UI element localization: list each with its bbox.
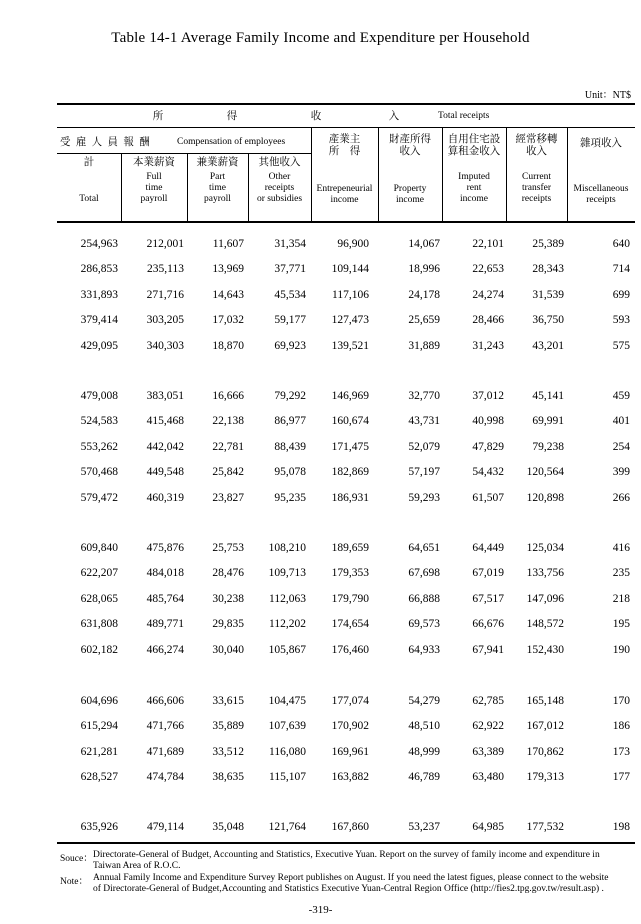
table-cell: 40,998 xyxy=(472,415,504,428)
table-cell: 271,716 xyxy=(146,288,184,301)
table-cell: 442,042 xyxy=(146,440,184,453)
column-header-zh: 雜項收入 xyxy=(580,137,622,149)
table-cell: 570,468 xyxy=(80,466,118,479)
table-cell: 167,012 xyxy=(526,720,564,733)
table-cell: 28,466 xyxy=(472,314,504,327)
table-bottom-rule xyxy=(57,842,635,844)
column-header-en: Other receipts or subsidies xyxy=(256,172,303,204)
table-cell: 489,771 xyxy=(146,618,184,631)
table-cell: 64,449 xyxy=(472,542,504,554)
header-rule-1 xyxy=(57,127,635,128)
table-cell: 466,274 xyxy=(146,643,184,656)
table-cell: 628,527 xyxy=(80,771,118,784)
table-cell: 31,889 xyxy=(408,339,440,352)
source-text: Directorate-General of Budget, Accounting and Statistics, Executive Yuan. Report on the survey of family income and expenditure in Taiwan Area of R.O.C. xyxy=(93,850,600,872)
table-cell: 22,101 xyxy=(472,238,504,250)
column-header-en: Imputed rent income xyxy=(458,172,490,204)
table-cell: 176,460 xyxy=(331,643,369,656)
table-cell: 170,902 xyxy=(331,720,369,733)
table-cell: 449,548 xyxy=(146,466,184,479)
table-cell: 524,583 xyxy=(80,415,118,428)
table-cell: 23,827 xyxy=(212,491,244,504)
table-cell: 63,389 xyxy=(472,745,504,758)
table-cell: 117,106 xyxy=(332,288,369,301)
table-cell: 57,197 xyxy=(408,466,440,479)
table-cell: 179,353 xyxy=(331,567,369,580)
table-cell: 177 xyxy=(612,771,630,784)
table-cell: 35,048 xyxy=(212,821,244,833)
table-cell: 45,141 xyxy=(532,390,564,402)
table-cell: 43,731 xyxy=(408,415,440,428)
table-cell: 604,696 xyxy=(80,695,118,707)
table-cell: 471,766 xyxy=(146,720,184,733)
table-cell: 331,893 xyxy=(80,288,118,301)
table-cell: 88,439 xyxy=(274,440,306,453)
column-header-zh: 經常移轉 收入 xyxy=(515,133,558,158)
table-cell: 59,177 xyxy=(274,314,306,327)
table-cell: 95,078 xyxy=(274,466,306,479)
table-cell: 198 xyxy=(612,821,630,833)
table-cell: 22,781 xyxy=(212,440,244,453)
table-cell: 340,303 xyxy=(146,339,184,352)
table-cell: 466,606 xyxy=(146,695,184,707)
table-cell: 31,243 xyxy=(472,339,504,352)
note-text: Annual Family Income and Expenditure Survey Report publishes on August. If you need the latest figues, please connect to the website of Directorate-General of Budget,Accounting and Statistics Executive Yuan-Central Region Office (http://fies2.tpg.gov.tw/result.asp) . xyxy=(93,873,609,895)
table-cell: 115,107 xyxy=(269,771,306,784)
unit-label: Unit：NT$ xyxy=(584,90,631,101)
table-cell: 186 xyxy=(612,720,630,733)
table-cell: 179,790 xyxy=(331,592,369,605)
table-cell: 139,521 xyxy=(331,339,369,352)
table-cell: 148,572 xyxy=(526,618,564,631)
table-cell: 218 xyxy=(612,592,630,605)
table-cell: 45,534 xyxy=(274,288,306,301)
table-cell: 615,294 xyxy=(80,720,118,733)
table-cell: 38,635 xyxy=(212,771,244,784)
table-cell: 609,840 xyxy=(80,542,118,554)
table-cell: 147,096 xyxy=(526,592,564,605)
table-cell: 112,202 xyxy=(269,618,306,631)
table-cell: 622,207 xyxy=(80,567,118,580)
table-cell: 54,432 xyxy=(472,466,504,479)
table-cell: 120,564 xyxy=(526,466,564,479)
table-cell: 24,178 xyxy=(408,288,440,301)
table-cell: 69,923 xyxy=(274,339,306,352)
table-cell: 61,507 xyxy=(472,491,504,504)
table-cell: 11,607 xyxy=(212,238,244,250)
table-cell: 64,933 xyxy=(408,643,440,656)
table-cell: 303,205 xyxy=(146,314,184,327)
table-cell: 109,713 xyxy=(268,567,306,580)
table-cell: 69,573 xyxy=(408,618,440,631)
column-header-en: Total xyxy=(79,194,99,204)
table-cell: 631,808 xyxy=(80,618,118,631)
table-cell: 31,539 xyxy=(532,288,564,301)
table-cell: 190 xyxy=(612,643,630,656)
table-cell: 133,756 xyxy=(526,567,564,580)
table-cell: 621,281 xyxy=(80,745,118,758)
table-title: Table 14-1 Average Family Income and Expenditure per Household xyxy=(111,30,530,46)
table-cell: 475,876 xyxy=(146,542,184,554)
table-cell: 120,898 xyxy=(526,491,564,504)
table-cell: 17,032 xyxy=(212,314,244,327)
table-cell: 471,689 xyxy=(146,745,184,758)
table-cell: 182,869 xyxy=(331,466,369,479)
table-cell: 189,659 xyxy=(331,542,369,554)
table-cell: 59,293 xyxy=(408,491,440,504)
table-cell: 67,019 xyxy=(472,567,504,580)
table-cell: 25,842 xyxy=(212,466,244,479)
table-cell: 575 xyxy=(612,339,630,352)
table-cell: 79,238 xyxy=(532,440,564,453)
column-header-zh: 本業薪資 xyxy=(133,156,175,168)
table-cell: 104,475 xyxy=(268,695,306,707)
table-cell: 602,182 xyxy=(80,643,118,656)
table-cell: 95,235 xyxy=(274,491,306,504)
table-cell: 163,882 xyxy=(331,771,369,784)
table-cell: 62,785 xyxy=(472,695,504,707)
table-cell: 474,784 xyxy=(146,771,184,784)
table-cell: 13,969 xyxy=(212,263,244,276)
table-cell: 179,313 xyxy=(526,771,564,784)
table-cell: 212,001 xyxy=(146,238,184,250)
table-cell: 254,963 xyxy=(80,238,118,250)
table-cell: 266 xyxy=(612,491,630,504)
table-cell: 25,659 xyxy=(408,314,440,327)
table-cell: 16,666 xyxy=(212,390,244,402)
table-cell: 146,969 xyxy=(331,390,369,402)
table-cell: 29,835 xyxy=(212,618,244,631)
table-cell: 62,922 xyxy=(472,720,504,733)
table-cell: 173 xyxy=(612,745,630,758)
table-cell: 48,999 xyxy=(408,745,440,758)
column-header-zh: 產業主 所 得 xyxy=(328,133,361,158)
table-cell: 235 xyxy=(612,567,630,580)
table-cell: 31,354 xyxy=(274,238,306,250)
table-cell: 177,532 xyxy=(526,821,564,833)
column-header-en: Property income xyxy=(393,184,427,205)
table-cell: 54,279 xyxy=(408,695,440,707)
column-header-zh: 兼業薪資 xyxy=(196,156,239,168)
table-cell: 152,430 xyxy=(526,643,564,656)
table-cell: 64,985 xyxy=(472,821,504,833)
table-cell: 66,888 xyxy=(408,592,440,605)
table-cell: 429,095 xyxy=(80,339,118,352)
table-cell: 67,517 xyxy=(472,592,504,605)
table-cell: 105,867 xyxy=(268,643,306,656)
table-cell: 67,698 xyxy=(408,567,440,580)
table-cell: 63,480 xyxy=(472,771,504,784)
table-cell: 33,512 xyxy=(212,745,244,758)
table-cell: 14,067 xyxy=(408,238,440,250)
table-cell: 170 xyxy=(612,695,630,707)
column-header-zh: 其他收入 xyxy=(258,156,301,168)
table-cell: 30,040 xyxy=(212,643,244,656)
table-cell: 399 xyxy=(612,466,630,479)
table-cell: 33,615 xyxy=(212,695,244,707)
table-cell: 22,653 xyxy=(472,263,504,276)
table-cell: 195 xyxy=(612,618,630,631)
table-cell: 593 xyxy=(612,314,630,327)
table-cell: 167,860 xyxy=(331,821,369,833)
table-cell: 174,654 xyxy=(331,618,369,631)
table-cell: 28,476 xyxy=(212,567,244,580)
table-cell: 14,643 xyxy=(212,288,244,301)
column-header-zh: 自用住宅設 算租金收入 xyxy=(447,133,501,158)
table-cell: 107,639 xyxy=(268,720,306,733)
column-header-en: Part time payroll xyxy=(204,172,231,204)
table-cell: 553,262 xyxy=(80,440,118,453)
column-header-en: Current transfer receipts xyxy=(521,172,552,204)
table-cell: 160,674 xyxy=(331,415,369,428)
table-cell: 79,292 xyxy=(274,390,306,402)
table-cell: 69,991 xyxy=(532,415,564,428)
table-cell: 460,319 xyxy=(146,491,184,504)
table-cell: 628,065 xyxy=(80,592,118,605)
table-cell: 415,468 xyxy=(146,415,184,428)
table-cell: 52,079 xyxy=(408,440,440,453)
table-cell: 479,008 xyxy=(80,390,118,402)
table-cell: 53,237 xyxy=(408,821,440,833)
table-cell: 25,753 xyxy=(212,542,244,554)
table-cell: 186,931 xyxy=(331,491,369,504)
table-cell: 35,889 xyxy=(212,720,244,733)
table-cell: 177,074 xyxy=(331,695,369,707)
table-cell: 401 xyxy=(612,415,630,428)
table-cell: 171,475 xyxy=(331,440,369,453)
table-cell: 127,473 xyxy=(331,314,369,327)
table-cell: 121,764 xyxy=(268,821,306,833)
table-cell: 416 xyxy=(612,542,630,554)
table-cell: 64,651 xyxy=(408,542,440,554)
table-cell: 459 xyxy=(612,390,630,402)
table-cell: 286,853 xyxy=(80,263,118,276)
table-cell: 116,080 xyxy=(269,745,306,758)
note-label: Note： xyxy=(60,877,88,887)
table-cell: 32,770 xyxy=(408,390,440,402)
table-cell: 47,829 xyxy=(472,440,504,453)
table-cell: 485,764 xyxy=(146,592,184,605)
table-cell: 25,389 xyxy=(532,238,564,250)
column-header-zh: 計 xyxy=(83,156,95,168)
table-cell: 579,472 xyxy=(80,491,118,504)
table-cell: 170,862 xyxy=(526,745,564,758)
header-bottom-rule xyxy=(57,221,635,223)
table-cell: 112,063 xyxy=(269,592,306,605)
table-cell: 109,144 xyxy=(331,263,369,276)
table-cell: 108,210 xyxy=(268,542,306,554)
table-cell: 169,961 xyxy=(331,745,369,758)
table-cell: 165,148 xyxy=(526,695,564,707)
table-cell: 24,274 xyxy=(472,288,504,301)
table-cell: 43,201 xyxy=(532,339,564,352)
table-cell: 48,510 xyxy=(408,720,440,733)
table-cell: 479,114 xyxy=(147,821,184,833)
column-header-en: Miscellaneous receipts xyxy=(573,184,629,205)
table-cell: 254 xyxy=(612,440,630,453)
table-cell: 379,414 xyxy=(80,314,118,327)
table-cell: 67,941 xyxy=(472,643,504,656)
table-cell: 125,034 xyxy=(526,542,564,554)
table-cell: 383,051 xyxy=(146,390,184,402)
header-rule-2 xyxy=(57,153,311,154)
column-header-zh: 財產所得 收入 xyxy=(389,133,431,158)
column-header-en: Full time payroll xyxy=(140,172,168,204)
table-cell: 635,926 xyxy=(80,821,118,833)
table-cell: 46,789 xyxy=(408,771,440,784)
page-number: -319- xyxy=(308,904,333,916)
table-cell: 714 xyxy=(612,263,630,276)
table-cell: 96,900 xyxy=(337,238,369,250)
table-cell: 37,012 xyxy=(472,390,504,402)
table-cell: 28,343 xyxy=(532,263,564,276)
table-cell: 66,676 xyxy=(472,618,504,631)
table-cell: 22,138 xyxy=(212,415,244,428)
table-cell: 30,238 xyxy=(212,592,244,605)
table-cell: 640 xyxy=(612,238,630,250)
table-cell: 484,018 xyxy=(146,567,184,580)
source-label: Souce： xyxy=(60,854,93,864)
column-header-en: Entrepeneurial income xyxy=(316,184,373,205)
table-cell: 86,977 xyxy=(274,415,306,428)
table-cell: 36,750 xyxy=(532,314,564,327)
header-top-rule xyxy=(57,103,635,105)
table-cell: 235,113 xyxy=(147,263,184,276)
table-cell: 18,996 xyxy=(408,263,440,276)
table-cell: 18,870 xyxy=(212,339,244,352)
table-cell: 37,771 xyxy=(274,263,306,276)
table-cell: 699 xyxy=(612,288,630,301)
